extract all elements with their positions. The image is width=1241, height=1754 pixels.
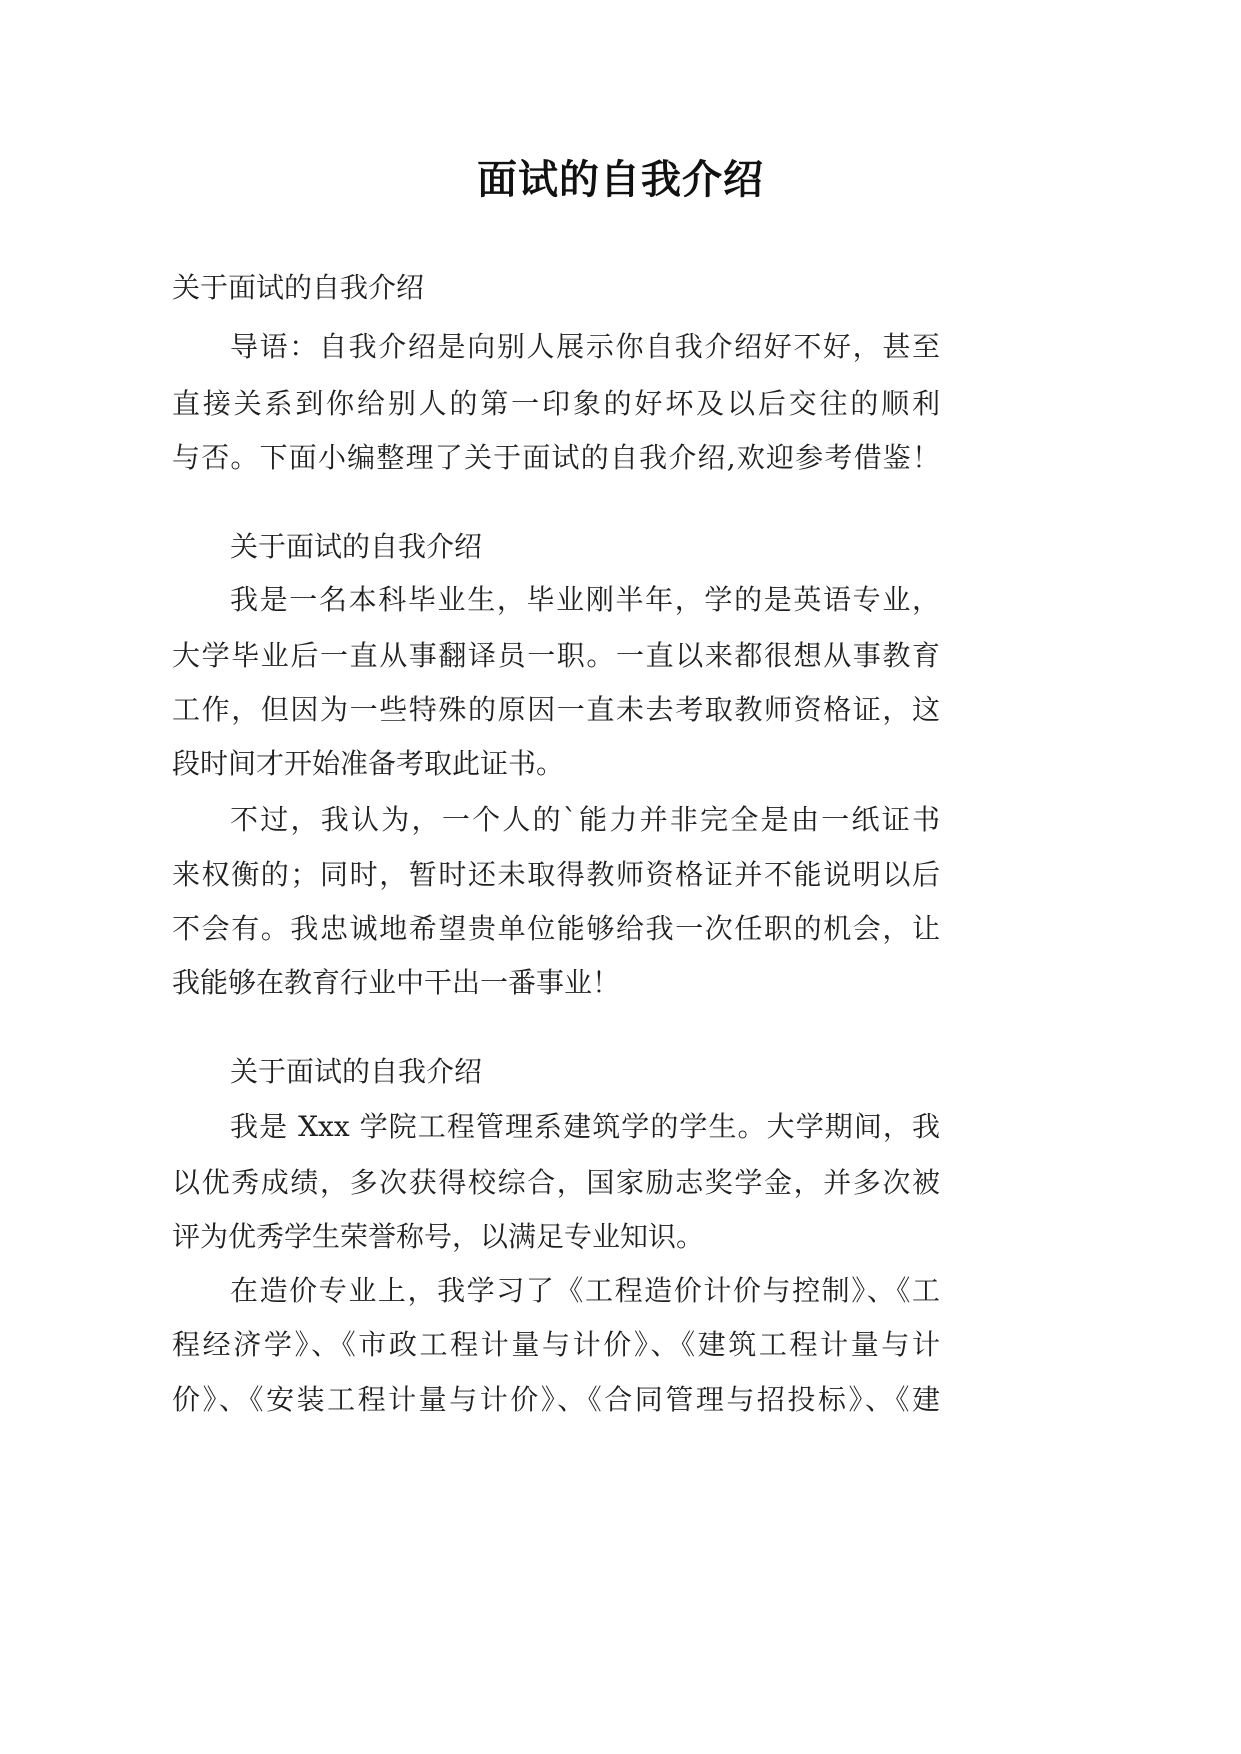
text-line: 直接关系到你给别人的第一印象的好坏及以后交往的顺利 (172, 387, 940, 420)
document-title: 面试的自我介绍 (477, 157, 764, 203)
text-line: 价》、《安装工程计量与计价》、《合同管理与招投标》、《建 (172, 1383, 940, 1416)
text-line: 工作，但因为一些特殊的原因一直未去考取教师资格证，这 (172, 693, 940, 726)
text-line: 来权衡的；同时，暂时还未取得教师资格证并不能说明以后 (172, 858, 940, 891)
text-line: 我能够在教育行业中干出一番事业！ (172, 966, 621, 999)
text-line: 段时间才开始准备考取此证书。 (172, 747, 565, 780)
text-line: 与否。下面小编整理了关于面试的自我介绍,欢迎参考借鉴！ (172, 441, 940, 474)
text-line: 大学毕业后一直从事翻译员一职。一直以来都很想从事教育 (172, 639, 940, 672)
text-line: 导语：自我介绍是向别人展示你自我介绍好不好，甚至 (230, 330, 940, 363)
text-line: 我是 Xxx 学院工程管理系建筑学的学生。大学期间，我 (230, 1110, 940, 1143)
text-line: 以优秀成绩，多次获得校综合，国家励志奖学金，并多次被 (172, 1166, 940, 1199)
text-line: 我是一名本科毕业生，毕业刚半年，学的是英语专业， (230, 583, 940, 616)
text-line: 不会有。我忠诚地希望贵单位能够给我一次任职的机会，让 (172, 912, 940, 945)
text-line: 关于面试的自我介绍 (230, 1055, 483, 1088)
text-line: 关于面试的自我介绍 (230, 530, 483, 563)
text-line: 评为优秀学生荣誉称号，以满足专业知识。 (172, 1220, 705, 1253)
text-line: 不过，我认为，一个人的`能力并非完全是由一纸证书 (230, 803, 940, 836)
text-line: 在造价专业上，我学习了《工程造价计价与控制》、《工 (230, 1274, 940, 1307)
text-line: 关于面试的自我介绍 (172, 271, 425, 304)
text-line: 程经济学》、《市政工程计量与计价》、《建筑工程计量与计 (172, 1328, 940, 1361)
